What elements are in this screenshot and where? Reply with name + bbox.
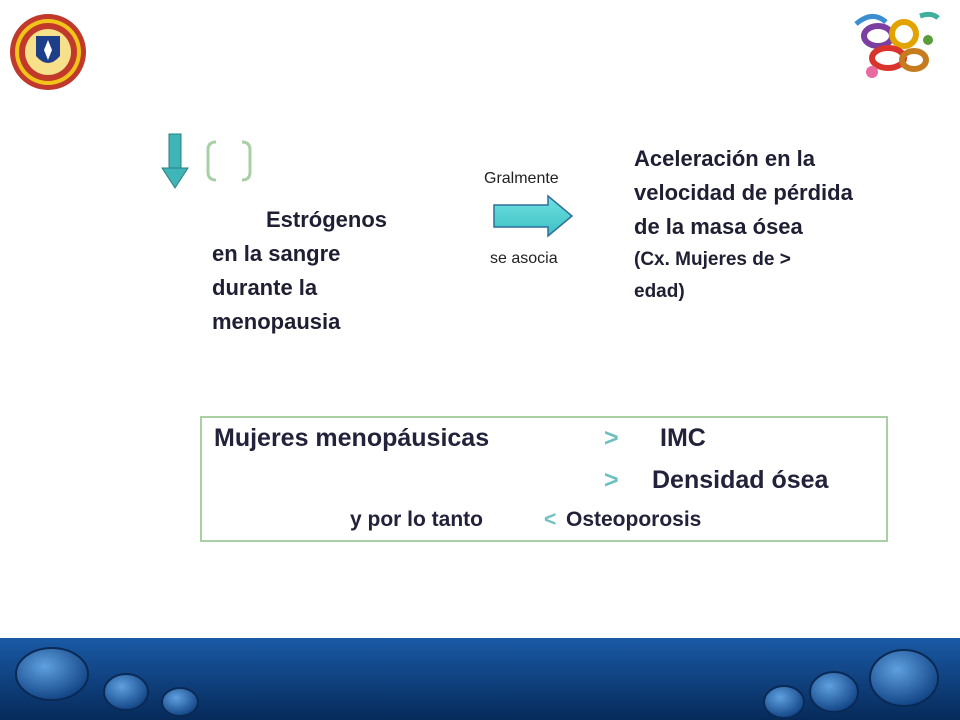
arrow-top-label: Gralmente: [484, 170, 559, 187]
less-than-symbol: <: [544, 508, 557, 531]
acceleration-note-1: (Cx. Mujeres de >: [634, 249, 791, 270]
acceleration-note-2: edad): [634, 281, 685, 302]
greater-than-symbol-1: >: [604, 424, 619, 452]
acceleration-line-3: de la masa ósea: [634, 214, 803, 239]
therefore-label: y por lo tanto: [350, 508, 483, 531]
estrogen-line-2: en la sangre: [212, 241, 341, 266]
summary-text: [214, 424, 884, 542]
decorative-footer: [0, 638, 960, 720]
right-arrow-icon: [490, 194, 574, 238]
university-seal-logo: [8, 12, 88, 92]
estrogen-line-3: durante la: [212, 275, 318, 300]
greater-than-symbol-2: >: [604, 466, 619, 494]
women-label: Mujeres menopáusicas: [214, 424, 490, 452]
empty-brackets-icon: [204, 138, 254, 184]
acceleration-line-1: Aceleración en la: [634, 146, 815, 171]
arrow-bottom-label: se asocia: [490, 250, 558, 267]
summary-row-3: [214, 508, 884, 542]
osteoporosis-label: Osteoporosis: [566, 508, 702, 531]
estrogen-line-1: Estrógenos: [266, 207, 388, 232]
imc-label: IMC: [660, 424, 706, 452]
estrogen-text: [212, 203, 387, 339]
bone-density-label: Densidad ósea: [652, 466, 829, 494]
estrogen-line-4: menopausia: [212, 309, 341, 334]
acceleration-line-2: velocidad de pérdida: [634, 180, 853, 205]
summary-row-1: [214, 424, 884, 466]
acceleration-text: [634, 142, 853, 308]
down-arrow-icon: [160, 132, 190, 190]
colorful-knot-logo: [842, 6, 946, 86]
summary-row-2: [214, 466, 884, 508]
